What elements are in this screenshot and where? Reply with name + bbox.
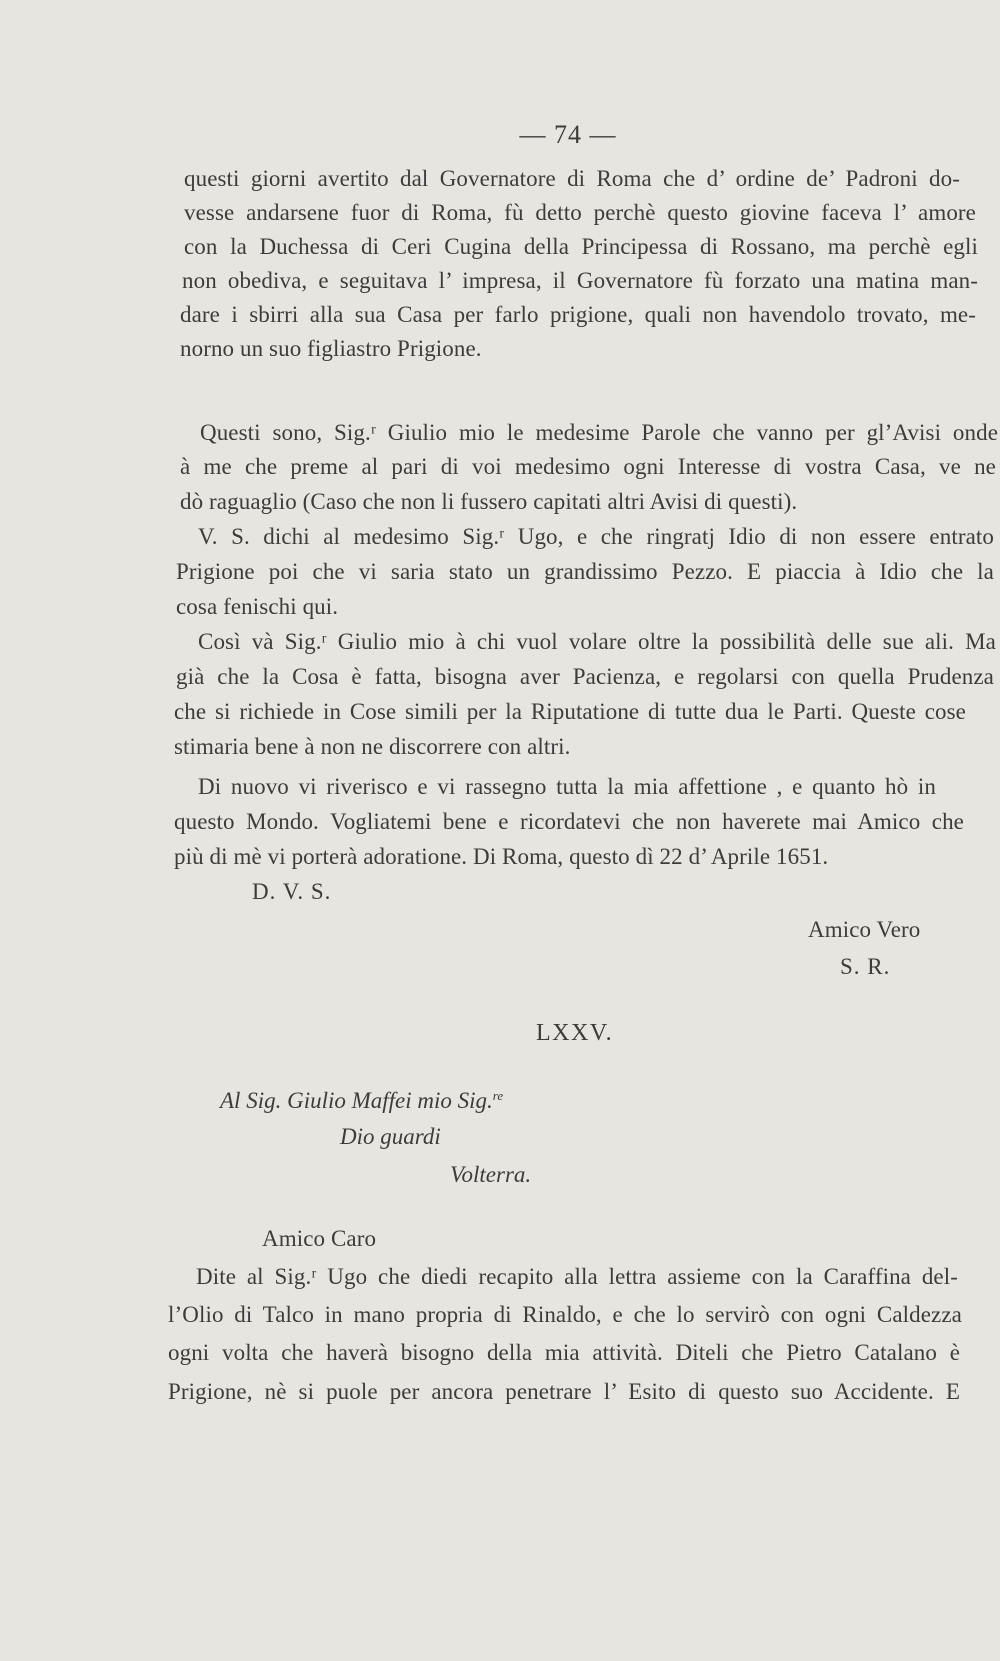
address-line: Dio guardi (340, 1124, 441, 1149)
text-line: Dite al Sig.ʳ Ugo che diedi recapito alla lettra assieme con la Caraffina del- (196, 1264, 958, 1289)
text-line: non obediva, e seguitava l’ impresa, il Governatore fù forzato una matina man- (182, 268, 978, 293)
section-heading: LXXV. (536, 1020, 614, 1046)
text-line: V. S. dichi al medesimo Sig.ʳ Ugo, e che ringratj Idio di non essere entrato (198, 524, 994, 549)
text-line: dare i sbirri alla sua Casa per farlo prigione, quali non havendolo trovato, me- (180, 302, 976, 327)
text-line: già che la Cosa è fatta, bisogna aver Pacienza, e regolarsi con quella Prudenza (176, 664, 994, 689)
page-number: — 74 — (519, 120, 617, 149)
signature-initials: S. R. (840, 954, 891, 979)
text-line: con la Duchessa di Ceri Cugina della Principessa di Rossano, ma perchè egli (184, 234, 978, 259)
address-line: Volterra. (450, 1162, 532, 1187)
address-line: Al Sig. Giulio Maffei mio Sig.$^{re}$ (220, 1088, 504, 1113)
text-line: più di mè vi porterà adoratione. Di Roma, questo dì 22 d’ Aprile 1651. (174, 844, 829, 869)
salutation: Amico Caro (262, 1226, 377, 1251)
text-line: Prigione, nè si puole per ancora penetrare l’ Esito di questo suo Accidente. E (168, 1379, 960, 1404)
text-line: vesse andarsene fuor di Roma, fù detto perchè questo giovine faceva l’ amore (184, 200, 976, 225)
text-line: norno un suo figliastro Prigione. (180, 336, 482, 361)
text-line: Prigione poi che vi saria stato un grandissimo Pezzo. E piaccia à Idio che la (176, 559, 994, 584)
text-line: questo Mondo. Vogliatemi bene e ricordatevi che non haverete mai Amico che (174, 809, 964, 834)
text-line: ogni volta che haverà bisogno della mia attività. Diteli che Pietro Catalano è (168, 1340, 960, 1365)
text-line: stimaria bene à non ne discorrere con altri. (174, 734, 571, 759)
text-line: dò raguaglio (Caso che non li fussero capitati altri Avisi di questi). (180, 489, 798, 514)
text-line: cosa fenischi qui. (176, 594, 339, 619)
text-line: Di nuovo vi riverisco e vi rassegno tutta la mia affettione , e quanto hò in (198, 774, 936, 799)
text-line: Questi sono, Sig.ʳ Giulio mio le medesime Parole che vanno per gl’Avisi onde (200, 420, 998, 445)
text-line: l’Olio di Talco in mano propria di Rinaldo, e che lo servirò con ogni Caldezza (168, 1302, 962, 1327)
text-line: Così và Sig.ʳ Giulio mio à chi vuol volare oltre la possibilità delle sue ali. Ma (198, 629, 996, 654)
signature-line: Amico Vero (808, 917, 921, 942)
text-line: questi giorni avertito dal Governatore di Roma che d’ ordine de’ Padroni do- (184, 166, 960, 191)
text-line: à me che preme al pari di voi medesimo ogni Interesse di vostra Casa, ve ne (180, 454, 996, 479)
text-line: che si richiede in Cose simili per la Riputatione di tutte dua le Parti. Queste cose (174, 699, 966, 724)
closing-initials: D. V. S. (252, 879, 332, 904)
